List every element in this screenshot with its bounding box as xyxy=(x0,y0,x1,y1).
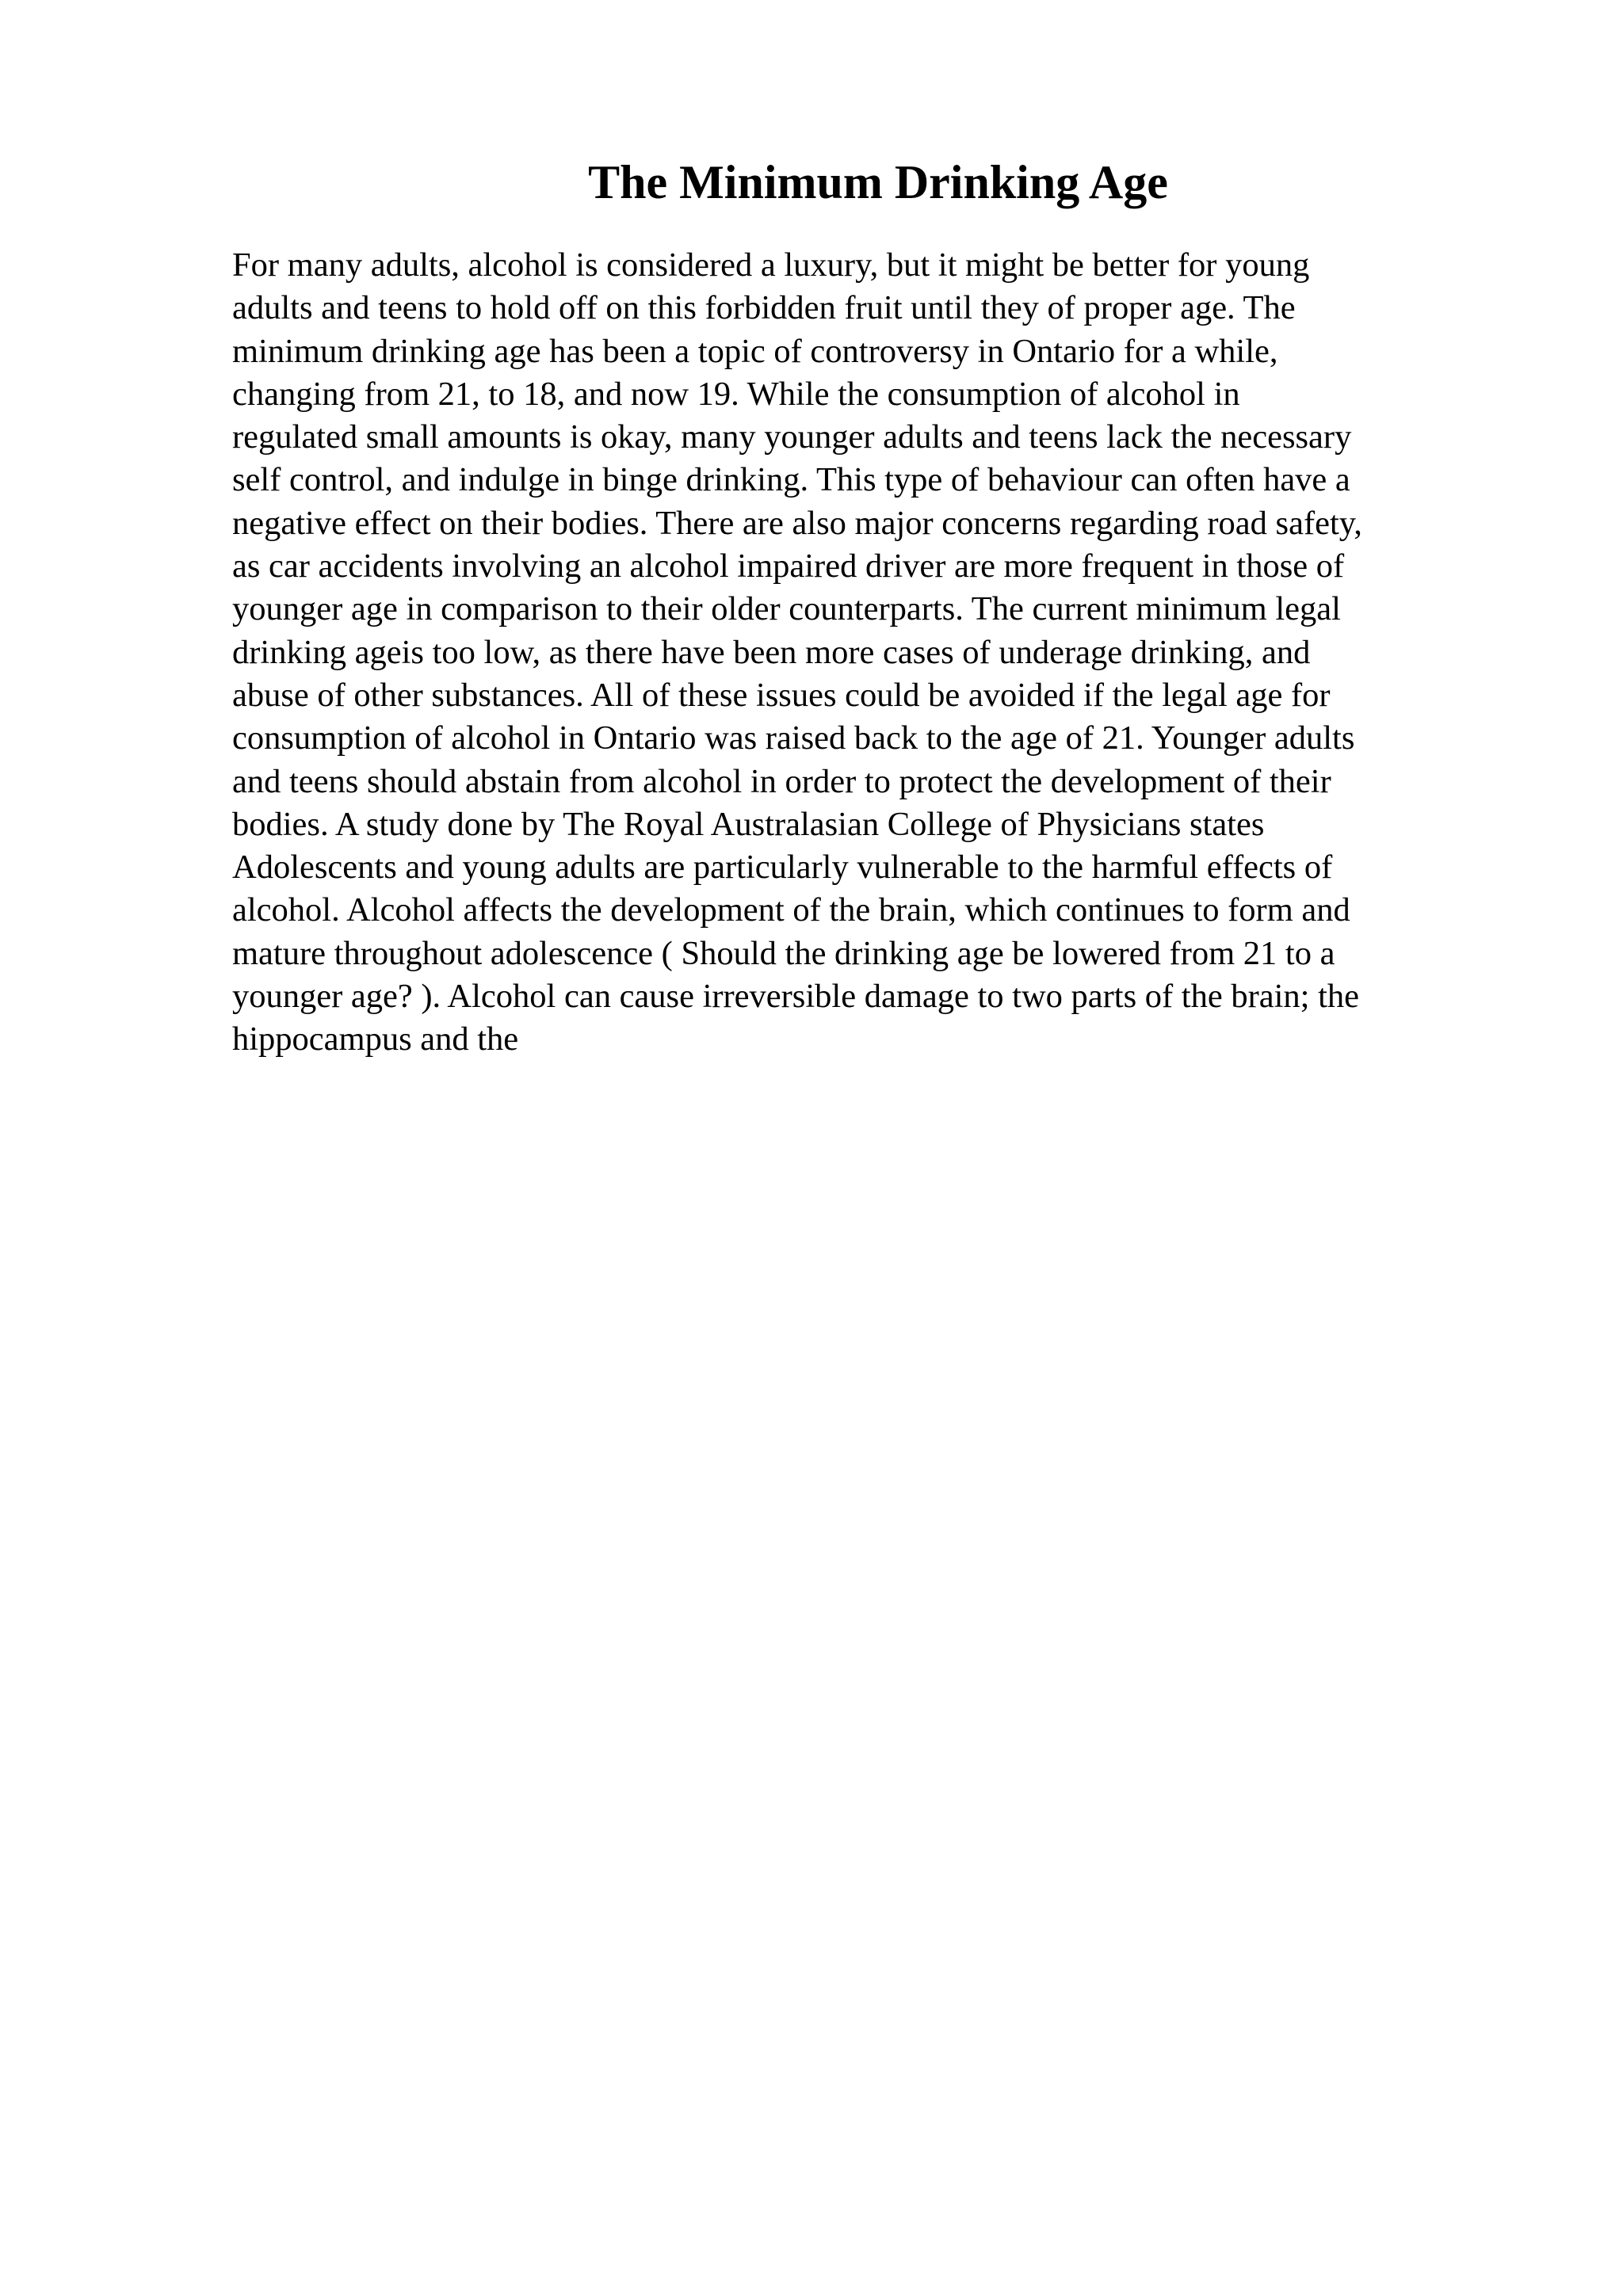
text-line: Adolescents and young adults are particularly vulnerable to the harmful effects of xyxy=(232,849,1333,887)
text-line: changing from 21, to 18, and now 19. While the consumption of alcohol in xyxy=(232,375,1240,413)
text-line: younger age in comparison to their older counterparts. The current minimum legal xyxy=(232,590,1341,628)
text-line: younger age? ). Alcohol can cause irreversible damage to two parts of the brain; the xyxy=(232,978,1360,1016)
text-line: For many adults, alcohol is considered a luxury, but it might be better for young xyxy=(232,246,1310,284)
text-line: consumption of alcohol in Ontario was raised back to the age of 21. Younger adults xyxy=(232,719,1355,757)
text-line: alcohol. Alcohol affects the development of the brain, which continues to form and xyxy=(232,891,1350,929)
text-line: self control, and indulge in binge drinking. This type of behaviour can often have a xyxy=(232,461,1350,499)
text-line: mature throughout adolescence ( Should the drinking age be lowered from 21 to a xyxy=(232,934,1335,972)
text-line: drinking ageis too low, as there have been more cases of underage drinking, and xyxy=(232,633,1311,671)
text-line: abuse of other substances. All of these issues could be avoided if the legal age for xyxy=(232,676,1331,714)
page-title: The Minimum Drinking Age xyxy=(588,156,1168,208)
essay-body xyxy=(232,244,1516,1062)
text-line: as car accidents involving an alcohol impaired driver are more frequent in those of xyxy=(232,547,1345,585)
text-line: minimum drinking age has been a topic of controversy in Ontario for a while, xyxy=(232,332,1278,370)
text-line: and teens should abstain from alcohol in order to protect the development of their xyxy=(232,762,1331,800)
text-line: bodies. A study done by The Royal Australasian College of Physicians states xyxy=(232,805,1265,843)
text-line: hippocampus and the xyxy=(232,1020,519,1058)
text-line: adults and teens to hold off on this forbidden fruit until they of proper age. The xyxy=(232,289,1296,327)
text-line: negative effect on their bodies. There are also major concerns regarding road safety, xyxy=(232,504,1362,542)
text-line: regulated small amounts is okay, many younger adults and teens lack the necessary xyxy=(232,418,1352,456)
